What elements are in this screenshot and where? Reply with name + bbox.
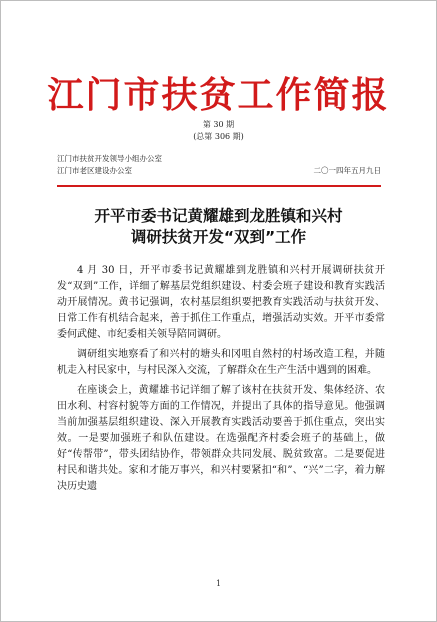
issuer-row xyxy=(57,165,381,177)
issuer-office-top: 江门市扶贫开发领导小组办公室 xyxy=(57,154,162,163)
article-headline xyxy=(1,206,436,248)
issue-total: (总第 306 期) xyxy=(193,132,244,141)
article-body xyxy=(57,263,385,499)
headline-line-1: 开平市委书记黄耀雄到龙胜镇和兴村 xyxy=(94,207,343,225)
issue-info xyxy=(1,119,436,143)
masthead-title: 江门市扶贫工作简报 xyxy=(47,75,390,116)
page-number: 1 xyxy=(215,579,222,588)
issuer-office-bottom: 江门市老区建设办公室 xyxy=(57,166,132,175)
issuer-block xyxy=(57,154,381,177)
body-paragraph-3: 在座谈会上，黄耀雄书记详细了解了该村在扶贫开发、集体经济、农田水利、村容村貌等方面的工作情况，并提出了具体的指导意见。他强调当前加强基层组织建设、深入开展教育实践活动要善于抓住重点，突出实效。一是要加强班子和队伍建设。在选强配齐村委会班子的基础上，做好“传帮带”，带头团结协作，带领群众共同发展、脱贫致富。二是要促进村民和谐共处。家和才能万事兴，和兴村要紧扣“和”、“兴”二字，着力解决历史遗 xyxy=(57,385,385,492)
headline-line-2: 调研扶贫开发“双到”工作 xyxy=(130,228,307,246)
body-paragraph-2: 调研组实地察看了和兴村的塘头和冈咀自然村的村场改造工程，并随机走入村民家中，与村民深入交流，了解群众在生产生活中遇到的困难。 xyxy=(57,349,385,376)
issue-date: 二〇一四年五月九日 xyxy=(313,166,381,175)
issue-number: 第 30 期 xyxy=(202,120,235,129)
red-divider xyxy=(57,185,381,187)
body-paragraph-1: 4 月 30 日，开平市委书记黄耀雄到龙胜镇和兴村开展调研扶贫开发“双到”工作，详细了解基层党组织建设、村委会班子建设和教育实践活动开展情况。黄书记强调，农村基层组织要把教育实践活动与扶贫开发、日常工作有机结合起来，善于抓住工作重点，增强活动实效。开平市委常委何武健、市纪委相关领导陪同调研。 xyxy=(57,265,385,340)
